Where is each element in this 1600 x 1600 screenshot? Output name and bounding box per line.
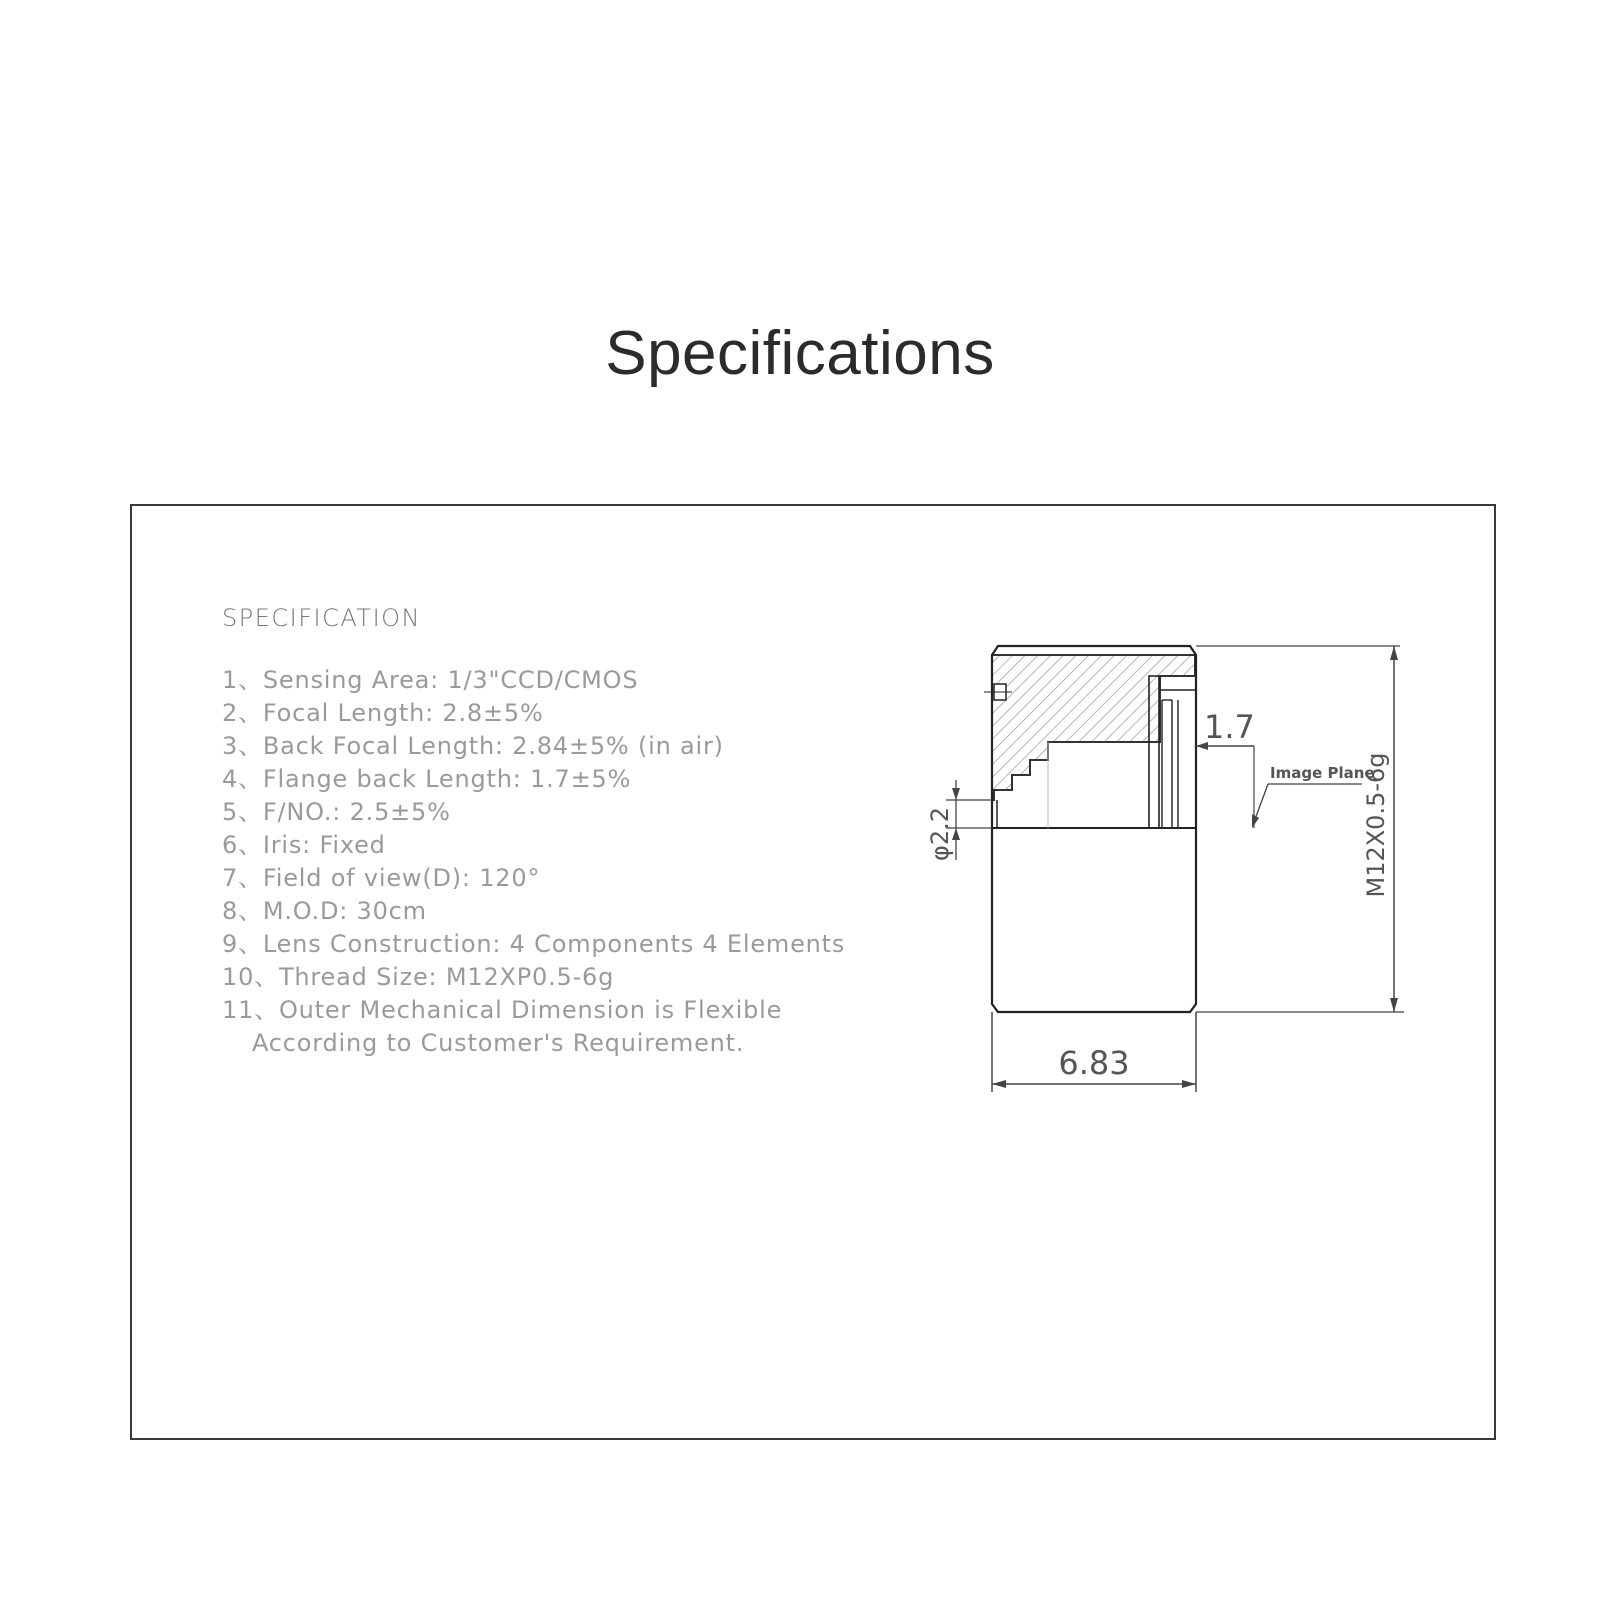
spec-item-continuation: According to Customer's Requirement. — [252, 1029, 745, 1057]
spec-item: 8、M.O.D: 30cm — [222, 897, 427, 925]
spec-item: 9、Lens Construction: 4 Components 4 Elements — [222, 930, 846, 958]
spec-item: 4、Flange back Length: 1.7±5% — [222, 765, 632, 793]
spec-item: 5、F/NO.: 2.5±5% — [222, 798, 451, 826]
image-plane-label: Image Plane — [1270, 764, 1375, 782]
spec-heading: SPECIFICATION — [222, 604, 421, 632]
spec-item: 11、Outer Mechanical Dimension is Flexible — [222, 996, 783, 1024]
page-title: Specifications — [605, 319, 995, 388]
barrel-section — [992, 655, 1195, 800]
spec-item: 7、Field of view(D): 120° — [222, 864, 541, 892]
spec-item: 2、Focal Length: 2.8±5% — [222, 699, 544, 727]
spec-item: 1、Sensing Area: 1/3"CCD/CMOS — [222, 666, 639, 694]
dim-aperture-label: φ2.2 — [926, 807, 954, 861]
spec-item: 3、Back Focal Length: 2.84±5% (in air) — [222, 732, 724, 760]
spec-item: 6、Iris: Fixed — [222, 831, 386, 859]
dim-width-label: 6.83 — [1058, 1044, 1130, 1082]
dim-thread-label: M12X0.5-6g — [1362, 752, 1390, 898]
spec-item: 10、Thread Size: M12XP0.5-6g — [222, 963, 615, 991]
dim-flange-label: 1.7 — [1204, 708, 1255, 746]
